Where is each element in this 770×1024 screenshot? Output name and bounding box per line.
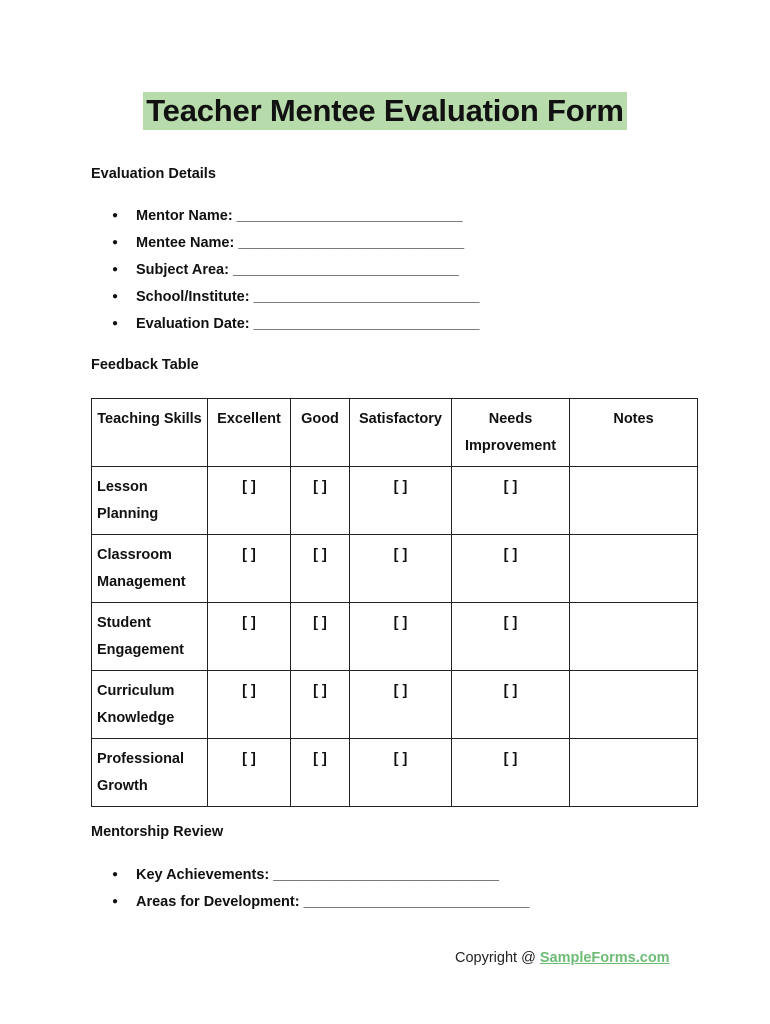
checkbox-cell[interactable]: [ ] — [291, 535, 350, 603]
checkbox-cell[interactable]: [ ] — [350, 603, 452, 671]
school-institute-field: ● School/Institute: ____________________________ — [91, 288, 479, 315]
table-row — [92, 671, 698, 739]
checkbox-cell[interactable]: [ ] — [291, 603, 350, 671]
checkbox-cell[interactable]: [ ] — [350, 467, 452, 535]
evaluation-details-heading: Evaluation Details — [91, 166, 216, 182]
notes-cell[interactable] — [570, 467, 698, 535]
checkbox-cell[interactable]: [ ] — [350, 671, 452, 739]
title-wrap — [0, 92, 770, 130]
checkbox-cell[interactable]: [ ] — [452, 603, 570, 671]
checkbox-cell[interactable]: [ ] — [452, 535, 570, 603]
checkbox-cell[interactable]: [ ] — [291, 739, 350, 807]
table-row — [92, 739, 698, 807]
notes-cell[interactable] — [570, 671, 698, 739]
checkbox-cell[interactable]: [ ] — [208, 535, 291, 603]
checkbox-cell[interactable]: [ ] — [208, 739, 291, 807]
notes-cell[interactable] — [570, 603, 698, 671]
evaluation-details-list — [91, 207, 479, 342]
checkbox-cell[interactable]: [ ] — [452, 739, 570, 807]
table-row — [92, 467, 698, 535]
table-row — [92, 535, 698, 603]
skill-cell: Lesson Planning — [92, 467, 208, 535]
table-header-row — [92, 399, 698, 467]
column-header: Notes — [570, 399, 698, 467]
notes-cell[interactable] — [570, 535, 698, 603]
checkbox-cell[interactable]: [ ] — [350, 535, 452, 603]
copyright-text: Copyright @ — [455, 950, 540, 966]
brand-link[interactable]: SampleForms.com — [539, 950, 670, 966]
skill-cell: Classroom Management — [92, 535, 208, 603]
table-row — [92, 603, 698, 671]
checkbox-cell[interactable]: [ ] — [208, 671, 291, 739]
checkbox-cell[interactable]: [ ] — [452, 467, 570, 535]
mentee-name-field: ● Mentee Name: ____________________________ — [91, 234, 479, 261]
column-header: Satisfactory — [350, 399, 452, 467]
checkbox-cell[interactable]: [ ] — [208, 603, 291, 671]
notes-cell[interactable] — [570, 739, 698, 807]
skill-cell: Professional Growth — [92, 739, 208, 807]
checkbox-cell[interactable]: [ ] — [350, 739, 452, 807]
column-header: Good — [291, 399, 350, 467]
checkbox-cell[interactable]: [ ] — [452, 671, 570, 739]
skill-cell: Student Engagement — [92, 603, 208, 671]
mentor-name-field: ● Mentor Name: ____________________________ — [91, 207, 479, 234]
subject-area-field: ● Subject Area: ____________________________ — [91, 261, 479, 288]
column-header: Excellent — [208, 399, 291, 467]
areas-for-development-field: ● Areas for Development: ____________________________ — [91, 893, 529, 920]
feedback-table — [91, 398, 698, 807]
mentorship-review-list — [91, 866, 529, 920]
checkbox-cell[interactable]: [ ] — [291, 467, 350, 535]
feedback-table-heading: Feedback Table — [91, 357, 199, 373]
column-header: Needs Improvement — [452, 399, 570, 467]
skill-cell: Curriculum Knowledge — [92, 671, 208, 739]
checkbox-cell[interactable]: [ ] — [291, 671, 350, 739]
key-achievements-field: ● Key Achievements: ____________________________ — [91, 866, 529, 893]
checkbox-cell[interactable]: [ ] — [208, 467, 291, 535]
page-title: Teacher Mentee Evaluation Form — [143, 92, 627, 130]
column-header: Teaching Skills — [92, 399, 208, 467]
footer — [455, 950, 670, 966]
evaluation-date-field: ● Evaluation Date: ____________________________ — [91, 315, 479, 342]
mentorship-review-heading: Mentorship Review — [91, 824, 224, 840]
